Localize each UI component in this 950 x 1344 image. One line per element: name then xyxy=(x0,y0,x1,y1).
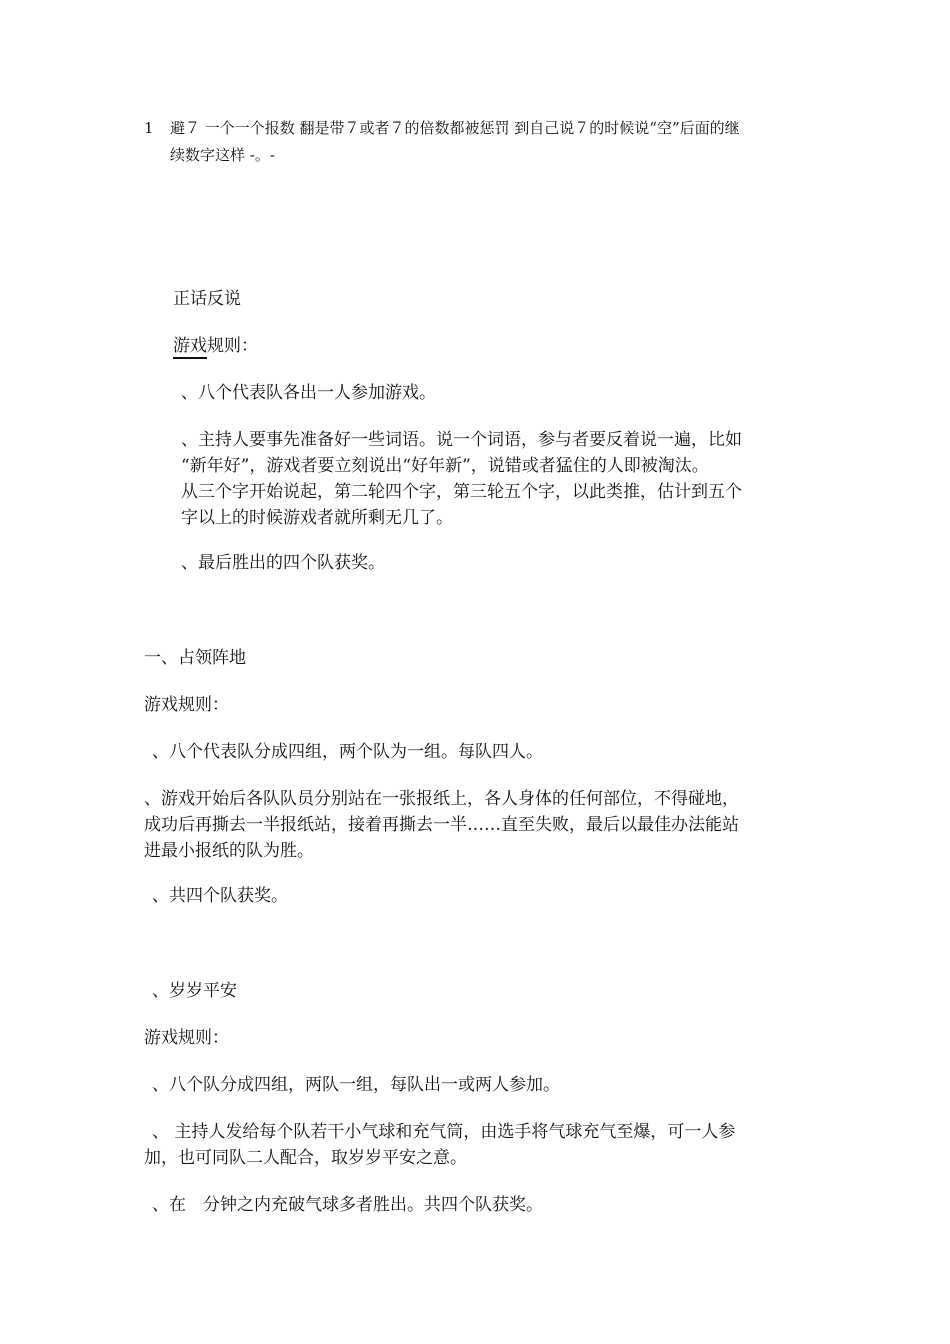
game1-title: 正话反说 xyxy=(173,289,241,309)
game2-rules: 游戏规则： xyxy=(144,695,229,715)
game3-item-3: 、在 分钟之内充破气球多者胜出。共四个队获奖。 xyxy=(152,1195,543,1215)
intro-number: 1 xyxy=(144,119,154,137)
game3-rules: 游戏规则： xyxy=(144,1028,229,1048)
game1-item-1: 、八个代表队各出一人参加游戏。 xyxy=(181,383,436,403)
game2-item-2-line-2: 成功后再撕去一半报纸站，接着再撕去一半……直至失败，最后以最佳办法能站 xyxy=(144,815,739,835)
game1-item-2-line-4: 字以上的时候游戏者就所剩无几了。 xyxy=(181,508,453,528)
game2-item-2-line-1: 、游戏开始后各队队员分别站在一张报纸上，各人身体的任何部位，不得碰地， xyxy=(144,789,739,809)
game2-title: 一、占领阵地 xyxy=(144,648,246,668)
intro-line-2: 续数字这样 -。- xyxy=(170,146,275,164)
game3-title: 、岁岁平安 xyxy=(152,981,237,1001)
game1-item-2-line-2: “新年好”，游戏者要立刻说出“好年新”，说错或者猛住的人即被淘汰。 xyxy=(181,456,709,476)
game1-item-2-line-3: 从三个字开始说起，第二轮四个字，第三轮五个字，以此类推，估计到五个 xyxy=(181,482,742,502)
game2-item-1: 、八个代表队分成四组，两个队为一组。每队四人。 xyxy=(152,742,543,762)
game3-item-1: 、八个队分成四组，两队一组，每队出一或两人参加。 xyxy=(152,1075,560,1095)
game3-item-2-line-1: 、 主持人发给每个队若干小气球和充气筒，由选手将气球充气至爆，可一人参 xyxy=(152,1122,736,1142)
game1-item-3: 、最后胜出的四个队获奖。 xyxy=(181,553,385,573)
game1-rules xyxy=(173,333,258,359)
game3-item-2-line-2: 加，也可同队二人配合，取岁岁平安之意。 xyxy=(144,1148,467,1168)
game1-rules-underlined: 游戏 xyxy=(173,336,207,359)
game1-item-2-line-1: 、主持人要事先准备好一些词语。说一个词语，参与者要反着说一遍，比如 xyxy=(181,430,742,450)
game1-rules-rest: 规则： xyxy=(207,336,258,356)
game2-item-2-line-3: 进最小报纸的队为胜。 xyxy=(144,841,314,861)
intro-line-1: 避７ 一个一个报数 翻是带７或者７的倍数都被惩罚 到自己说７的时候说“空”后面的继 xyxy=(170,119,740,137)
game2-item-3: 、共四个队获奖。 xyxy=(152,886,288,906)
